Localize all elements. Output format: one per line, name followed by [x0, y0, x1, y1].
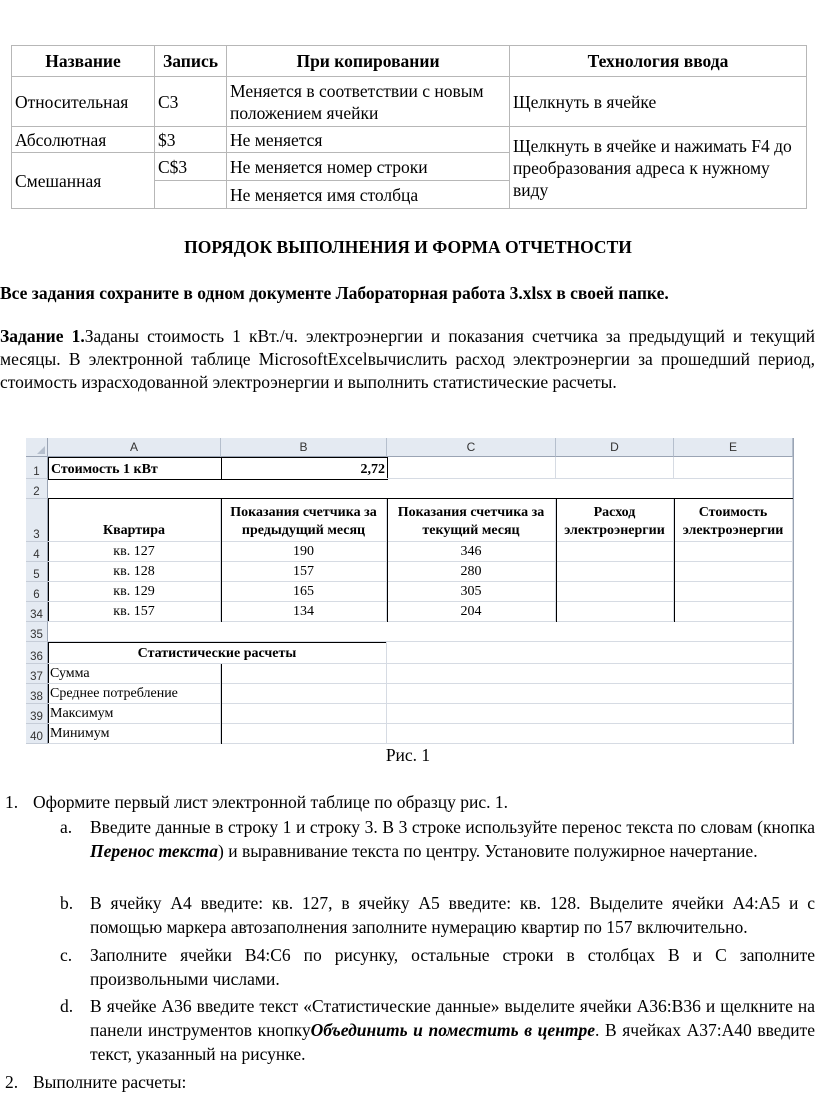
- column-header-b: B: [221, 438, 387, 457]
- step-1b-label: b.: [60, 893, 74, 913]
- apartment-cell: кв. 157: [48, 602, 221, 622]
- header-cell: При копировании: [227, 46, 510, 77]
- column-separator: [674, 498, 675, 622]
- empty-cell: [387, 664, 793, 684]
- table-cell: Абсолютная: [12, 127, 155, 153]
- row-header: 34: [26, 602, 48, 622]
- table-cell: C3: [155, 77, 227, 127]
- table-cell: $3: [155, 127, 227, 153]
- table-cell: Относительная: [12, 77, 155, 127]
- empty-cell: [387, 704, 793, 724]
- empty-cell: [387, 457, 556, 479]
- empty-cell: [674, 602, 793, 622]
- empty-cell: [674, 582, 793, 602]
- row-header: 38: [26, 684, 48, 704]
- step-2-number: 2.: [5, 1072, 19, 1092]
- stats-title-cell: Статистические расчеты: [48, 642, 387, 664]
- row-header: 6: [26, 582, 48, 602]
- table-cell: Не меняется имя столбца: [227, 181, 510, 209]
- cur-reading-cell: 204: [387, 602, 556, 622]
- row-header: 5: [26, 562, 48, 582]
- empty-cell: [556, 582, 674, 602]
- empty-cell: [674, 542, 793, 562]
- empty-cell: [556, 457, 674, 479]
- spreadsheet-figure: [26, 438, 794, 744]
- header-cell: Технология ввода: [510, 46, 807, 77]
- column-separator: [221, 498, 222, 622]
- empty-cell: [221, 704, 387, 724]
- task-1-text: Заданы стоимость 1 кВт./ч. электроэнергии и показания счетчика за предыдущий и текущий месяцы. В электронной таблице MicrosoftExcelвычислить расход электроэнергии за прошедший период, стоимость израсходованной электроэнергии и выполнить статистические расчеты.: [0, 326, 815, 392]
- step-1a-part: ) и выравнивание текста по центру. Установите полужирное начертание.: [218, 841, 758, 861]
- table-cell: Смешанная: [12, 153, 155, 209]
- empty-cell: [556, 562, 674, 582]
- empty-cell: [221, 724, 387, 744]
- column-header-e: E: [674, 438, 793, 457]
- step-1a-text: [90, 815, 815, 863]
- row-header: 4: [26, 542, 48, 562]
- row-header: 3: [26, 499, 48, 542]
- table-cell: Не меняется: [227, 127, 510, 153]
- step-1-text: Оформите первый лист электронной таблице по образцу рис. 1.: [33, 792, 509, 812]
- header-consumption: Расход электроэнергии: [556, 499, 674, 542]
- stats-label-cell: Минимум: [48, 724, 221, 744]
- merge-center-button-name: Объединить и поместить в центре: [310, 1020, 595, 1040]
- prev-reading-cell: 190: [221, 542, 387, 562]
- header-cell: Название: [12, 46, 155, 77]
- task-1: [0, 325, 815, 394]
- stats-label-cell: Сумма: [48, 664, 221, 684]
- section-heading: ПОРЯДОК ВЫПОЛНЕНИЯ И ФОРМА ОТЧЕТНОСТИ: [184, 237, 632, 257]
- prev-reading-cell: 134: [221, 602, 387, 622]
- table-cell: Щелкнуть в ячейке: [510, 77, 807, 127]
- empty-cell: [674, 562, 793, 582]
- empty-cell: [556, 542, 674, 562]
- row-header: 36: [26, 642, 48, 664]
- save-note: Все задания сохраните в одном документе Лабораторная работа 3.xlsx в своей папке.: [0, 283, 669, 303]
- column-header-a: A: [48, 438, 221, 457]
- header-cur-reading: Показания счетчика за текущий месяц: [387, 499, 556, 542]
- apartment-cell: кв. 128: [48, 562, 221, 582]
- header-apartment: Квартира: [48, 499, 221, 542]
- row-header: 37: [26, 664, 48, 684]
- step-1-number: 1.: [5, 792, 19, 812]
- step-1d-part: В ячейке А36 введите текст «Статистические данные» выделите ячейки А36:В36 и щелкните на панели инструментов кнопку: [90, 996, 815, 1040]
- column-header-d: D: [556, 438, 674, 457]
- step-1c-text: Заполните ячейки B4:C6 по рисунку, остальные строки в столбцах B и С заполните произвольными числами.: [90, 945, 815, 989]
- step-1d-label: d.: [60, 996, 74, 1016]
- empty-row: [48, 479, 793, 499]
- table-cell: [155, 181, 227, 209]
- prev-reading-cell: 157: [221, 562, 387, 582]
- column-separator: [387, 498, 388, 622]
- step-1d-text: [90, 994, 815, 1066]
- cost-label-cell: Стоимость 1 кВт: [48, 457, 222, 480]
- task-1-label: Задание 1.: [0, 326, 85, 346]
- header-prev-reading: Показания счетчика за предыдущий месяц: [221, 499, 387, 542]
- empty-cell: [221, 684, 387, 704]
- column-separator: [221, 664, 222, 744]
- empty-cell: [556, 602, 674, 622]
- empty-cell: [387, 684, 793, 704]
- cost-value-cell: 2,72: [221, 457, 388, 480]
- column-separator: [556, 498, 557, 622]
- wrap-text-button-name: Перенос текста: [90, 841, 218, 861]
- row-header: 2: [26, 479, 48, 499]
- empty-cell: [387, 724, 793, 744]
- step-1c-label: c.: [60, 945, 73, 965]
- stats-label-cell: Максимум: [48, 704, 221, 724]
- empty-cell: [674, 457, 793, 479]
- stats-label-cell: Среднее потребление: [48, 684, 221, 704]
- table-row: [12, 127, 807, 153]
- table-cell: Меняется в соответствии с новым положением ячейки: [227, 77, 510, 127]
- step-1d-part: . В ячейках А37:А40 введите текст, указанный на рисунке.: [90, 1020, 815, 1064]
- step-1a-part: Введите данные в строку 1 и строку 3. В 3 строке используйте перенос текста по словам (кнопка: [90, 817, 815, 837]
- empty-row: [48, 622, 793, 642]
- step-1a-label: a.: [60, 817, 73, 837]
- apartment-cell: кв. 129: [48, 582, 221, 602]
- row-header: 40: [26, 724, 48, 744]
- cur-reading-cell: 280: [387, 562, 556, 582]
- row-header: 35: [26, 622, 48, 642]
- cur-reading-cell: 346: [387, 542, 556, 562]
- row-header: 1: [26, 457, 48, 479]
- cur-reading-cell: 305: [387, 582, 556, 602]
- table-cell: Щелкнуть в ячейке и нажимать F4 до преобразования адреса к нужному виду: [510, 127, 807, 209]
- reference-table-header: [12, 46, 807, 77]
- header-cell: Запись: [155, 46, 227, 77]
- reference-table: [11, 45, 807, 209]
- step-1b-text: В ячейку А4 введите: кв. 127, в ячейку А5 введите: кв. 128. Выделите ячейки А4:А5 и с помощью маркера автозаполнения заполните нумерацию квартир по 157 включительно.: [90, 893, 815, 937]
- figure-caption: Рис. 1: [385, 745, 431, 765]
- header-cost: Стоимость электроэнергии: [674, 499, 793, 542]
- table-cell: C$3: [155, 153, 227, 181]
- apartment-cell: кв. 127: [48, 542, 221, 562]
- table-row: [12, 77, 807, 127]
- step-2-text: Выполните расчеты:: [33, 1072, 187, 1092]
- row-header: 39: [26, 704, 48, 724]
- table-cell: Не меняется номер строки: [227, 153, 510, 181]
- prev-reading-cell: 165: [221, 582, 387, 602]
- empty-cell: [387, 642, 793, 664]
- select-all-corner: [26, 438, 48, 457]
- empty-cell: [221, 664, 387, 684]
- column-header-c: C: [387, 438, 556, 457]
